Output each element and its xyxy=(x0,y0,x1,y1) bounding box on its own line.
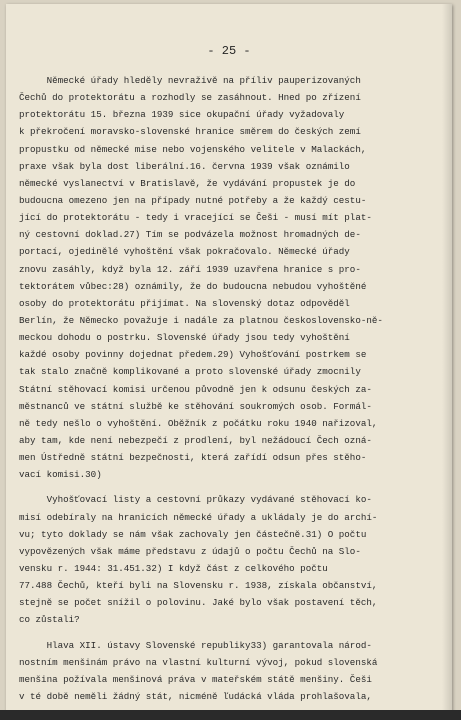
text-line: aby tam, kde není nebezpečí z prodlení, byl nežádoucí Čech ozná- xyxy=(19,434,372,446)
text-line: 77.488 Čechů, kteří byli na Slovensku r. 1938, získala občanství, xyxy=(19,580,378,592)
text-line: každé osoby povinny dojednat předem.29) Vyhošťování postrkem se xyxy=(19,349,367,361)
text-line: Vyhošťovací listy a cestovní průkazy vydávané stěhovací ko- xyxy=(19,494,372,506)
text-line: Německé úřady hleděly nevraživě na příliv pauperizovaných xyxy=(19,75,361,86)
text-line: budoucna omezeno jen na případy nutné potřeby a že každý cestu- xyxy=(19,194,367,206)
paragraph-gap xyxy=(19,629,435,637)
text-line: vací komisi.30) xyxy=(19,469,102,481)
text-line: v té době neměli žádný stát, nicméně ľudácká vláda prohlašovala, xyxy=(19,690,372,702)
text-line: stejně se počet snížil o polovinu. Jaké bylo však postavení těch, xyxy=(19,597,378,609)
text-line: jící do protektorátu - tedy i vracející se Češi - musí mít plat- xyxy=(19,212,372,224)
page-edge-shadow xyxy=(442,4,452,716)
paragraph-3 xyxy=(19,637,435,706)
text-line: nostním menšinám právo na vlastní kulturní vývoj, pokud slovenská xyxy=(19,656,378,668)
text-line: men Ústředně státní bezpečnosti, která zařídí odsun přes stěho- xyxy=(19,452,367,464)
paragraph-gap xyxy=(19,483,435,491)
text-line: Hlava XII. ústavy Slovenské republiky33) garantovala národ- xyxy=(19,639,372,651)
text-line: meckou dohodu o postrku. Slovenské úřady jsou tedy vyhoštění xyxy=(19,332,350,344)
text-line: Státní stěhovací komisi určenou původně jen k odsunu českých za- xyxy=(19,383,372,395)
text-line: ný cestovní doklad.27) Tím se podvázela možnost hromadných de- xyxy=(19,229,361,241)
text-line: k překročení moravsko-slovenské hranice směrem do českých zemí xyxy=(19,126,361,138)
text-line: ně tedy nešlo o vyhoštění. Oběžník z počátku roku 1940 nařizoval, xyxy=(19,417,378,429)
text-line: Čechů do protektorátu a rozhodly se zasáhnout. Hned po zřízení xyxy=(19,92,361,104)
text-line: co zůstali? xyxy=(19,614,80,626)
text-line: městnanců ve státní službě ke stěhování soukromých osob. Formál- xyxy=(19,400,372,412)
text-line: vensku r. 1944: 31.451.32) I když část z celkového počtu xyxy=(19,562,328,574)
document-page xyxy=(6,4,452,716)
text-line: osoby do protektorátu přijímat. Na slovenský dotaz odpověděl xyxy=(19,297,350,309)
text-line: misí odebíraly na hranicích německé úřady a ukládaly je do archí- xyxy=(19,511,378,523)
typescript-body xyxy=(19,72,435,705)
page-number: - 25 - xyxy=(207,44,251,58)
paragraph-2 xyxy=(19,491,435,628)
text-line: protektorátu 15. března 1939 sice okupační úřady vyžadovaly xyxy=(19,109,345,121)
text-line: menšina požívala menšinová práva v mateřském státě menšiny. Češi xyxy=(19,673,372,685)
text-line: propustku od německé mise nebo vojenského velitele v Malackách, xyxy=(19,143,367,155)
text-line: vypovězených však máme představu z údajů o počtu Čechů na Slo- xyxy=(19,545,361,557)
text-line: tektorátem vůbec:28) oznámily, že do budoucna nebudou vyhoštěné xyxy=(19,280,367,292)
text-line: tak stalo značně komplikované a proto slovenské úřady zmocnily xyxy=(19,366,361,378)
paragraph-1 xyxy=(19,72,435,483)
text-line: německé vyslanectví v Bratislavě, že vydávání propustek je do xyxy=(19,177,356,189)
text-line: znovu zasáhly, když byla 12. září 1939 uzavřena hranice s pro- xyxy=(19,263,361,275)
text-line: praxe však byla dost liberální.16. června 1939 však oznámilo xyxy=(19,160,350,172)
text-line: portací, ojedinělé vyhoštění však pokračovalo. Německé úřady xyxy=(19,246,350,258)
scanner-bed-edge xyxy=(0,710,461,720)
text-line: Berlín, že Německo považuje i nadále za platnou československo-ně- xyxy=(19,314,383,326)
text-line: vu; tyto doklady se nám však zachovaly jen částečně.31) O počtu xyxy=(19,528,367,540)
